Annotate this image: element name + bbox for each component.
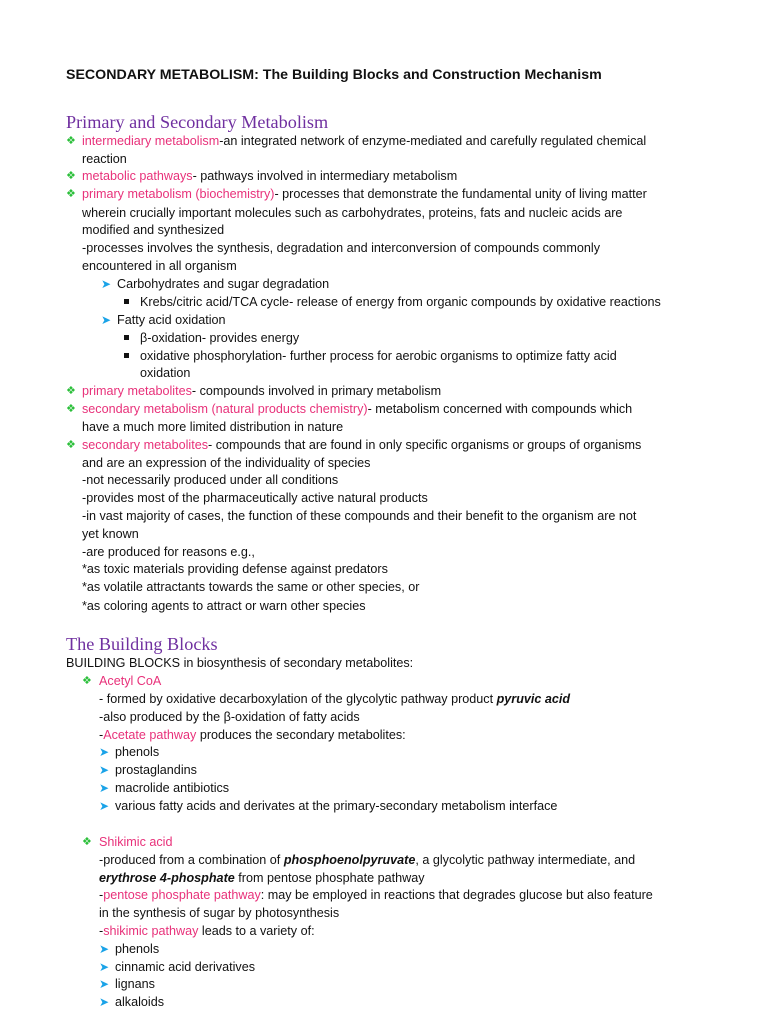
term-highlight: primary metabolites [82,384,192,398]
diamond-bullet-icon: ❖ [82,836,92,848]
text-span: - [99,888,104,902]
list-item: alkaloids [115,995,165,1009]
definition-text: - compounds that are found in only specific organisms or groups of organisms [208,438,642,452]
emphasis-term: erythrose 4-phosphate [99,871,235,885]
diamond-bullet-icon: ❖ [66,439,76,451]
term-highlight: secondary metabolites [82,438,209,452]
text-line [99,922,315,940]
sub-item-fatty-acid: Fatty acid oxidation [117,313,226,327]
list-item: various fatty acids and derivates at the primary-secondary metabolism interface [115,799,558,813]
text-line: *as volatile attractants towards the same or other species, or [82,580,420,594]
arrow-bullet-icon: ➤ [99,745,110,759]
term-highlight: metabolic pathways [82,169,193,183]
text-line: -are produced for reasons e.g., [82,545,255,559]
text-line [99,869,425,887]
text-line: have a much more limited distribution in nature [82,420,344,434]
square-bullet-icon [124,335,129,340]
sub-sub-item-krebs: Krebs/citric acid/TCA cycle- release of energy from organic compounds by oxidative reactions [140,295,661,309]
definition-text: - metabolism concerned with compounds which [367,402,633,416]
square-bullet-icon [124,299,129,304]
diamond-bullet-icon: ❖ [66,403,76,415]
arrow-bullet-icon: ➤ [101,277,112,291]
text-line: *as toxic materials providing defense against predators [82,562,388,576]
arrow-bullet-icon: ➤ [99,977,110,991]
text-line: -not necessarily produced under all conditions [82,473,339,487]
primary-metabolites-item [82,382,441,400]
definition-text: - pathways involved in intermediary metabolism [192,169,458,183]
diamond-bullet-icon: ❖ [66,188,76,200]
text-line: and are an expression of the individuality of species [82,456,371,470]
metabolic-pathways-item [82,167,457,185]
document-title: SECONDARY METABOLISM: The Building Blocks and Construction Mechanism [66,67,602,83]
arrow-bullet-icon: ➤ [99,960,110,974]
term-highlight: intermediary metabolism [82,134,220,148]
sub-sub-item-oxphos: oxidative phosphorylation- further process for aerobic organisms to optimize fatty acid [140,349,617,363]
text-span: produces the secondary metabolites: [196,728,406,742]
text-span: - [99,728,104,742]
diamond-bullet-icon: ❖ [66,170,76,182]
text-span: from pentose phosphate pathway [234,871,425,885]
arrow-bullet-icon: ➤ [99,799,110,813]
section-heading-building-blocks: The Building Blocks [66,634,218,654]
term-highlight: Acetate pathway [103,728,197,742]
section-heading-primary-secondary: Primary and Secondary Metabolism [66,112,329,132]
text-line [99,726,406,744]
list-item: phenols [115,745,160,759]
text-span: - formed by oxidative decarboxylation of the glycolytic pathway product [99,692,497,706]
text-line: -provides most of the pharmaceutically active natural products [82,491,428,505]
primary-metabolism-item [82,185,647,203]
arrow-bullet-icon: ➤ [99,995,110,1009]
text-line: wherein crucially important molecules such as carbohydrates, proteins, fats and nucleic acids are [82,206,623,220]
text-line: oxidation [140,366,191,380]
secondary-metabolites-item [82,436,641,454]
definition-text: - compounds involved in primary metabolism [191,384,442,398]
text-span: leads to a variety of: [198,924,315,938]
intermediary-metabolism-item [82,132,646,150]
sub-item-carbohydrates: Carbohydrates and sugar degradation [117,277,330,291]
term-highlight: shikimic pathway [103,924,199,938]
square-bullet-icon [124,353,129,358]
text-line: -also produced by the β-oxidation of fatty acids [99,710,360,724]
arrow-bullet-icon: ➤ [99,763,110,777]
definition-text: - processes that demonstrate the fundamental unity of living matter [274,187,647,201]
text-line: reaction [82,152,127,166]
diamond-bullet-icon: ❖ [66,385,76,397]
list-item: lignans [115,977,155,991]
text-line [99,886,653,904]
building-blocks-intro: BUILDING BLOCKS in biosynthesis of secondary metabolites: [66,656,414,670]
text-span: -produced from a combination of [99,853,284,867]
text-line: -processes involves the synthesis, degradation and interconversion of compounds commonly [82,241,601,255]
sub-sub-item-beta-oxidation: β-oxidation- provides energy [140,331,300,345]
list-item: macrolide antibiotics [115,781,230,795]
text-line [99,690,570,708]
text-span: , a glycolytic pathway intermediate, and [415,853,636,867]
arrow-bullet-icon: ➤ [101,313,112,327]
text-line: *as coloring agents to attract or warn other species [82,599,366,613]
text-line [99,851,635,869]
list-item: phenols [115,942,160,956]
term-highlight: primary metabolism (biochemistry) [82,187,275,201]
arrow-bullet-icon: ➤ [99,942,110,956]
text-line: yet known [82,527,139,541]
shikimic-acid-heading: Shikimic acid [99,835,173,849]
term-highlight: secondary metabolism (natural products chemistry) [82,402,368,416]
text-span: - [99,924,104,938]
text-line: in the synthesis of sugar by photosynthesis [99,906,340,920]
term-highlight: pentose phosphate pathway [103,888,261,902]
emphasis-term: pyruvic acid [496,692,571,706]
text-line: modified and synthesized [82,223,225,237]
list-item: cinnamic acid derivatives [115,960,255,974]
diamond-bullet-icon: ❖ [82,675,92,687]
list-item: prostaglandins [115,763,197,777]
text-span: : may be employed in reactions that degrades glucose but also feature [260,888,653,902]
emphasis-term: phosphoenolpyruvate [283,853,416,867]
diamond-bullet-icon: ❖ [66,135,76,147]
arrow-bullet-icon: ➤ [99,781,110,795]
text-line: encountered in all organism [82,259,237,273]
secondary-metabolism-item [82,400,632,418]
acetyl-coa-heading: Acetyl CoA [99,674,162,688]
text-line: -in vast majority of cases, the function of these compounds and their benefit to the organism are not [82,509,637,523]
definition-text: -an integrated network of enzyme-mediated and carefully regulated chemical [219,134,647,148]
